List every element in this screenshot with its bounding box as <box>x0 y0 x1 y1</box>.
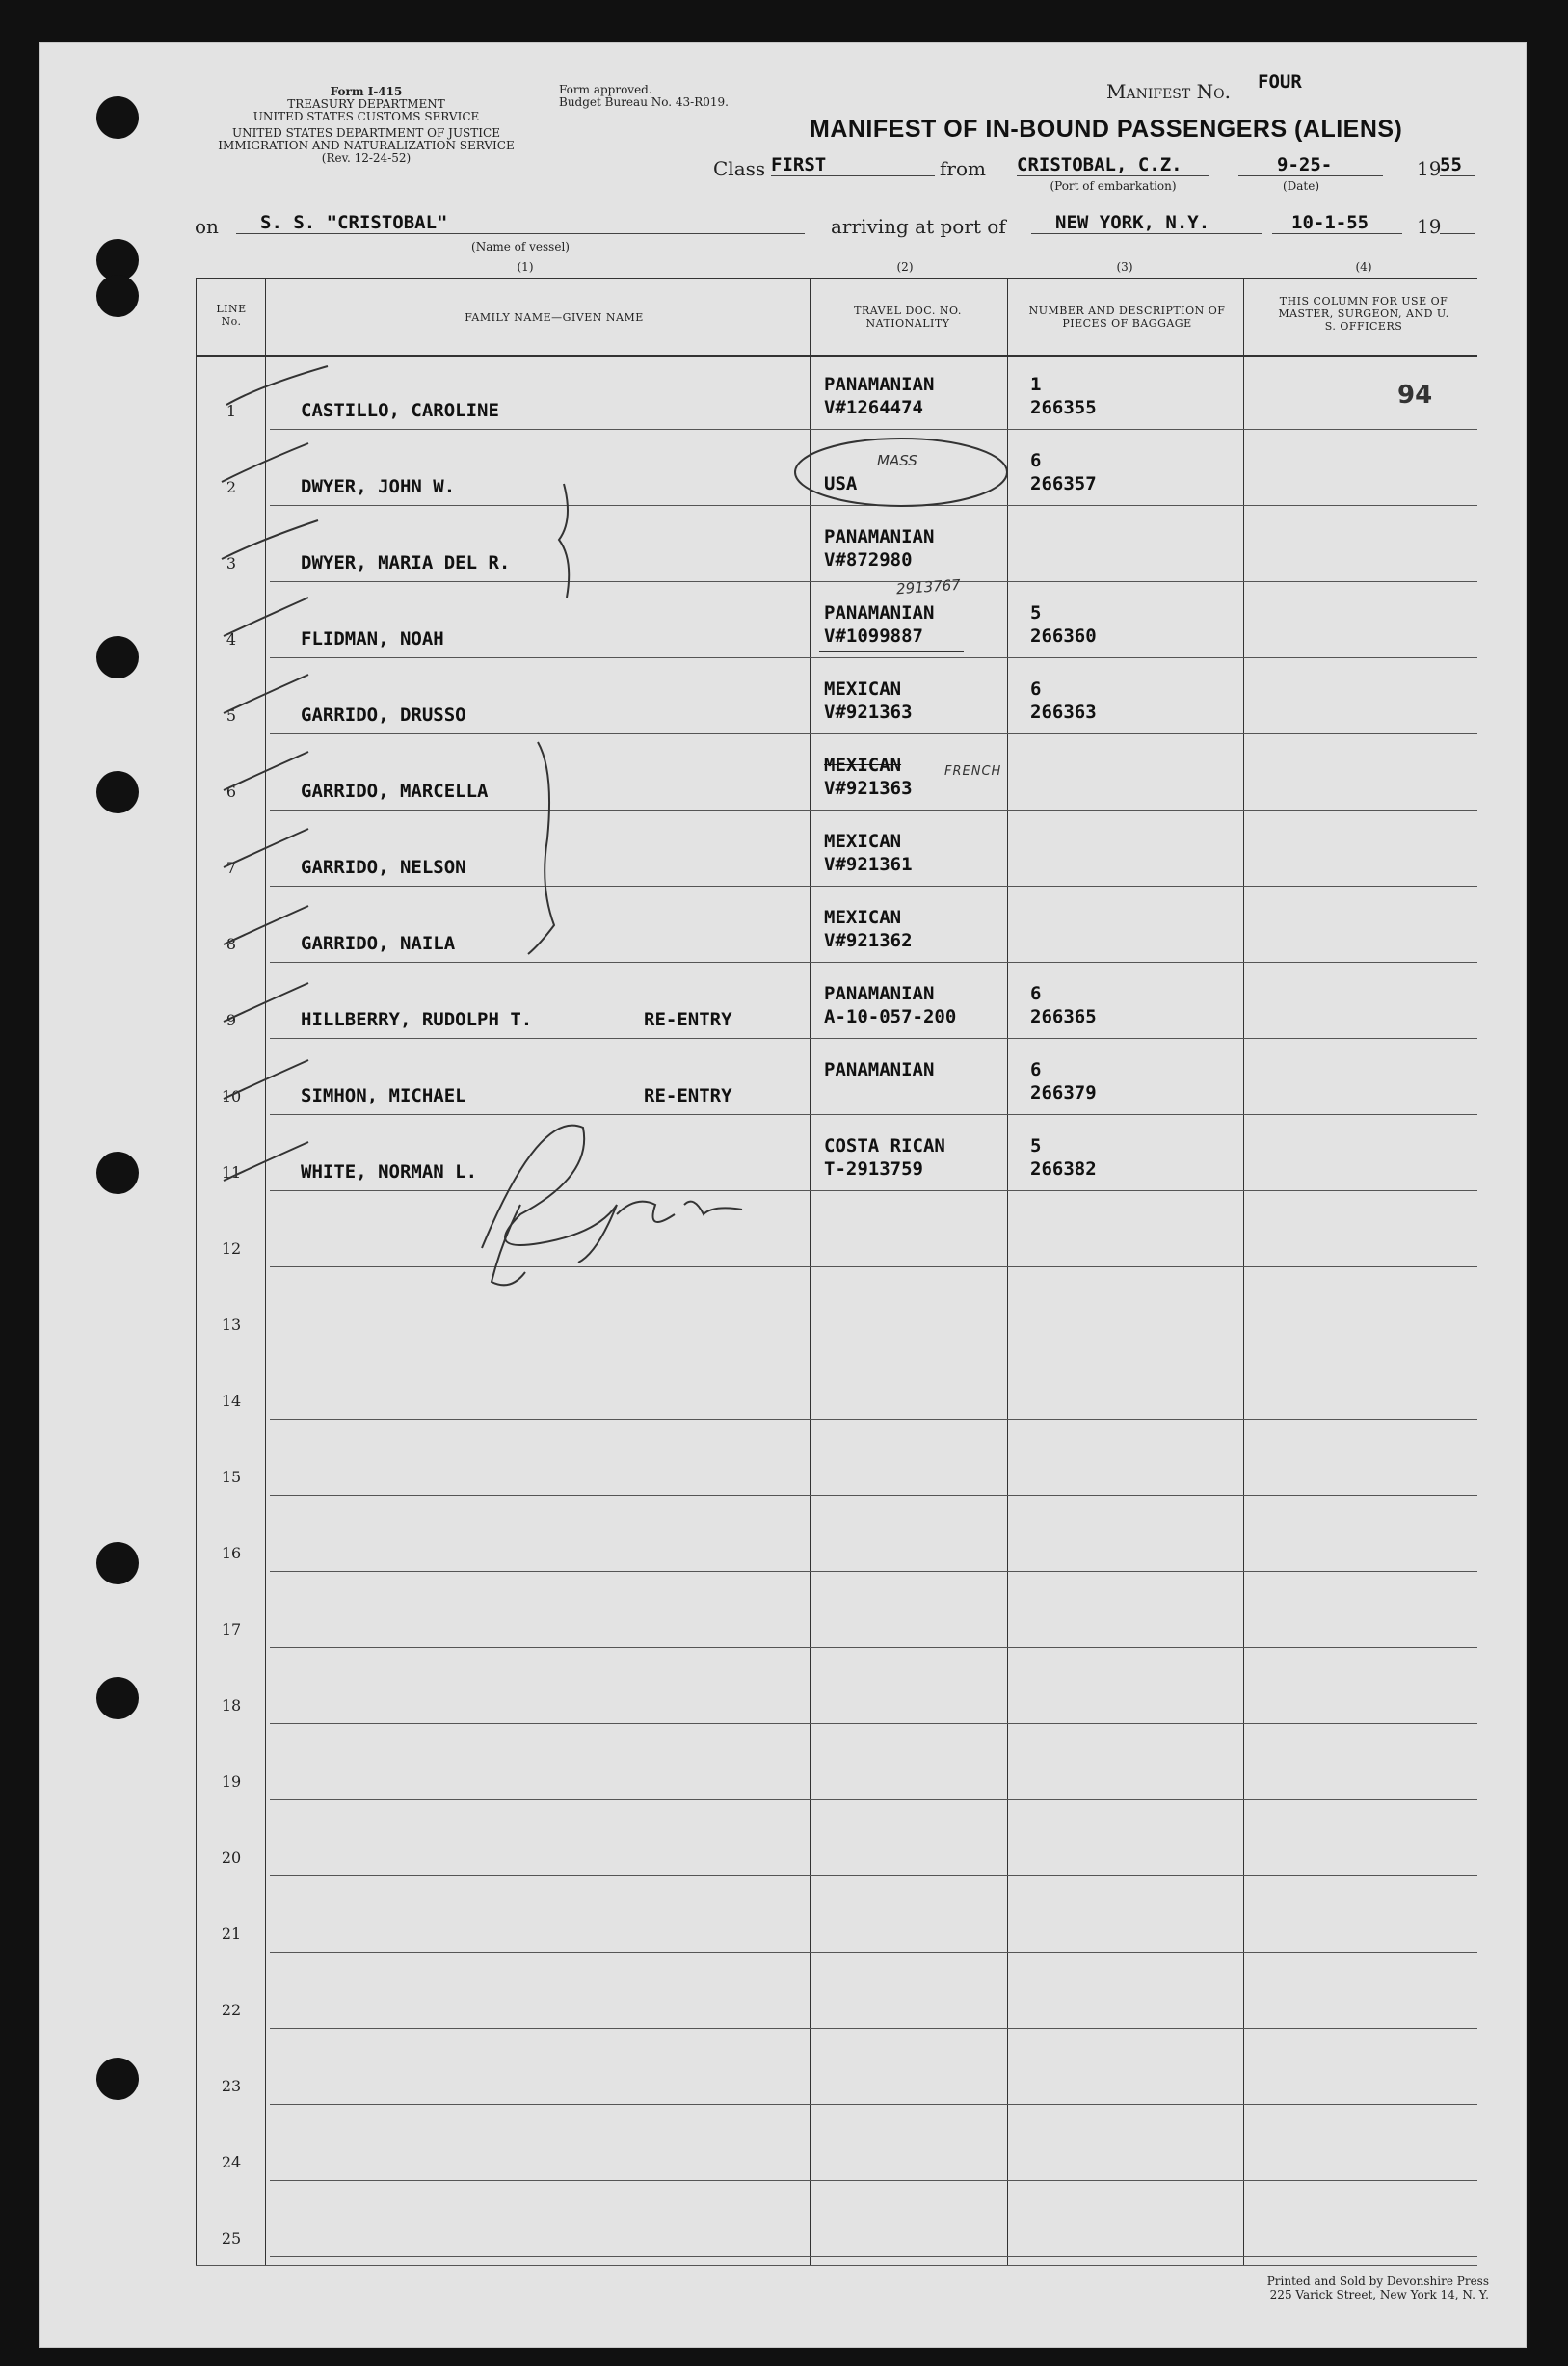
printer-credit <box>1108 2274 1489 2301</box>
travel-doc-number: V#1099887 <box>824 625 923 647</box>
col-num-2: (2) <box>896 260 914 274</box>
officer-note: 94 <box>1397 381 1433 410</box>
travel-doc-number: V#921363 <box>824 702 913 723</box>
col-head-name: FAMILY NAME—GIVEN NAME <box>465 311 644 324</box>
nationality: PANAMANIAN <box>824 374 935 395</box>
form-number: Form I-415 <box>330 85 403 98</box>
vessel-caption: (Name of vessel) <box>471 240 570 253</box>
class-value: FIRST <box>771 154 935 176</box>
ins: IMMIGRATION AND NATURALIZATION SERVICE <box>218 139 515 152</box>
travel-doc-number: V#1264474 <box>824 397 923 418</box>
col-num-4: (4) <box>1355 260 1372 274</box>
baggage-number: 266382 <box>1030 1158 1097 1180</box>
baggage-number: 266360 <box>1030 625 1097 647</box>
line-number: 14 <box>221 1392 242 1410</box>
baggage-number: 266365 <box>1030 1006 1097 1027</box>
line-number: 4 <box>226 630 237 649</box>
printer-line-1: Printed and Sold by Devonshire Press <box>1266 2274 1489 2288</box>
passenger-name: GARRIDO, DRUSSO <box>301 704 466 726</box>
nationality: PANAMANIAN <box>824 526 935 547</box>
passenger-note: RE-ENTRY <box>644 1009 732 1030</box>
passenger-name: HILLBERRY, RUDOLPH T. <box>301 1009 533 1030</box>
line-number: 17 <box>221 1620 242 1638</box>
port-value: NEW YORK, N.Y. <box>1031 212 1262 234</box>
baggage-count: 5 <box>1030 1135 1042 1156</box>
embarkation-caption: (Port of embarkation) <box>1050 179 1177 193</box>
passenger-name: GARRIDO, NELSON <box>301 857 466 878</box>
treasury-dept: TREASURY DEPARTMENT <box>287 97 445 111</box>
line-number: 22 <box>221 2001 242 2019</box>
col-head-baggage: NUMBER AND DESCRIPTION OF PIECES OF BAGGAGE <box>1028 305 1226 330</box>
nationality: MASS <box>877 452 917 469</box>
nationality: MEXICAN <box>824 678 902 700</box>
line-number: 2 <box>226 478 237 496</box>
travel-doc-number: V#921363 <box>824 778 913 799</box>
nationality: COSTA RICAN <box>824 1135 945 1156</box>
baggage-count: 6 <box>1030 983 1042 1004</box>
travel-doc-number: V#921361 <box>824 854 913 875</box>
budget-bureau: Budget Bureau No. 43-R019. <box>559 95 729 109</box>
line-number: 3 <box>226 554 237 572</box>
col-head-officers: THIS COLUMN FOR USE OF MASTER, SURGEON, AND U. S. OFFICERS <box>1278 295 1449 332</box>
embarkation-value: CRISTOBAL, C.Z. <box>1017 154 1209 176</box>
class-label: Class <box>713 157 766 180</box>
row3-annotation: 2913767 <box>895 575 962 598</box>
arrival-date: 10-1-55 <box>1272 212 1402 234</box>
travel-doc-number: T-2913759 <box>824 1158 923 1180</box>
col-num-1: (1) <box>517 260 534 274</box>
line-number: 21 <box>221 1925 242 1943</box>
nationality: MEXICAN <box>824 755 902 776</box>
travel-doc-number: V#921362 <box>824 930 913 951</box>
nationality: MEXICAN <box>824 907 902 928</box>
passenger-name: DWYER, MARIA DEL R. <box>301 552 511 573</box>
line-number: 23 <box>221 2077 242 2095</box>
passenger-name: DWYER, JOHN W. <box>301 476 456 497</box>
arrival-year-label: 19 <box>1417 215 1442 238</box>
travel-doc-number: V#872980 <box>824 549 913 571</box>
col-head-travel-doc: TRAVEL DOC. NO. NATIONALITY <box>854 305 962 330</box>
col-num-3: (3) <box>1116 260 1133 274</box>
line-number: 20 <box>221 1848 242 1867</box>
passenger-name: WHITE, NORMAN L. <box>301 1161 478 1183</box>
line-number: 10 <box>221 1087 242 1105</box>
baggage-count: 6 <box>1030 678 1042 700</box>
line-number: 16 <box>221 1544 242 1562</box>
date-value: 9-25- <box>1238 154 1383 176</box>
nationality: PANAMANIAN <box>824 983 935 1004</box>
passenger-name: CASTILLO, CAROLINE <box>301 400 499 421</box>
line-number: 1 <box>226 402 237 420</box>
year-prefix: 19 <box>1417 157 1442 180</box>
line-number: 24 <box>221 2153 242 2171</box>
on-label: on <box>195 215 219 238</box>
revision: (Rev. 12-24-52) <box>321 151 412 165</box>
line-number: 13 <box>221 1316 242 1334</box>
justice-dept: UNITED STATES DEPARTMENT OF JUSTICE <box>232 126 500 140</box>
nationality: MEXICAN <box>824 831 902 852</box>
passenger-name: GARRIDO, MARCELLA <box>301 781 489 802</box>
vessel-value: S. S. "CRISTOBAL" <box>236 212 805 234</box>
baggage-number: 266357 <box>1030 473 1097 494</box>
arriving-label: arriving at port of <box>831 215 1006 238</box>
line-number: 6 <box>226 783 237 801</box>
customs-service: UNITED STATES CUSTOMS SERVICE <box>252 110 480 123</box>
line-number: 18 <box>221 1696 242 1715</box>
nationality: PANAMANIAN <box>824 602 935 624</box>
row6-annotation: FRENCH <box>944 764 1002 779</box>
line-number: 8 <box>226 935 237 953</box>
manifest-no-value: FOUR <box>1209 71 1470 93</box>
baggage-number: 266363 <box>1030 702 1097 723</box>
passenger-note: RE-ENTRY <box>644 1085 732 1106</box>
line-number: 5 <box>226 706 237 725</box>
nationality: PANAMANIAN <box>824 1059 935 1080</box>
baggage-number: 266355 <box>1030 397 1097 418</box>
line-number: 19 <box>221 1772 242 1791</box>
form-approved: Form approved. <box>559 83 652 96</box>
baggage-count: 6 <box>1030 1059 1042 1080</box>
line-number: 11 <box>221 1163 242 1182</box>
passenger-name: SIMHON, MICHAEL <box>301 1085 466 1106</box>
line-number: 12 <box>221 1239 242 1258</box>
manifest-no-label: Manifest No. <box>1106 80 1231 103</box>
baggage-number: 266379 <box>1030 1082 1097 1103</box>
line-number: 9 <box>226 1011 237 1029</box>
passenger-name: FLIDMAN, NOAH <box>301 628 444 650</box>
from-label: from <box>940 157 986 180</box>
manifest-title: MANIFEST OF IN-BOUND PASSENGERS (ALIENS) <box>810 116 1403 143</box>
baggage-count: 5 <box>1030 602 1042 624</box>
travel-doc-number: USA <box>824 473 858 494</box>
printer-line-2: 225 Varick Street, New York 14, N. Y. <box>1269 2288 1489 2301</box>
line-number: 7 <box>226 859 237 877</box>
baggage-count: 6 <box>1030 450 1042 471</box>
year-value: 55 <box>1440 154 1475 176</box>
col-head-line-no: LINE No. <box>216 303 247 328</box>
passenger-name: GARRIDO, NAILA <box>301 933 456 954</box>
baggage-count: 1 <box>1030 374 1042 395</box>
travel-doc-number: A-10-057-200 <box>824 1006 957 1027</box>
date-caption: (Date) <box>1282 179 1320 193</box>
line-number: 25 <box>221 2229 242 2247</box>
line-number: 15 <box>221 1468 242 1486</box>
